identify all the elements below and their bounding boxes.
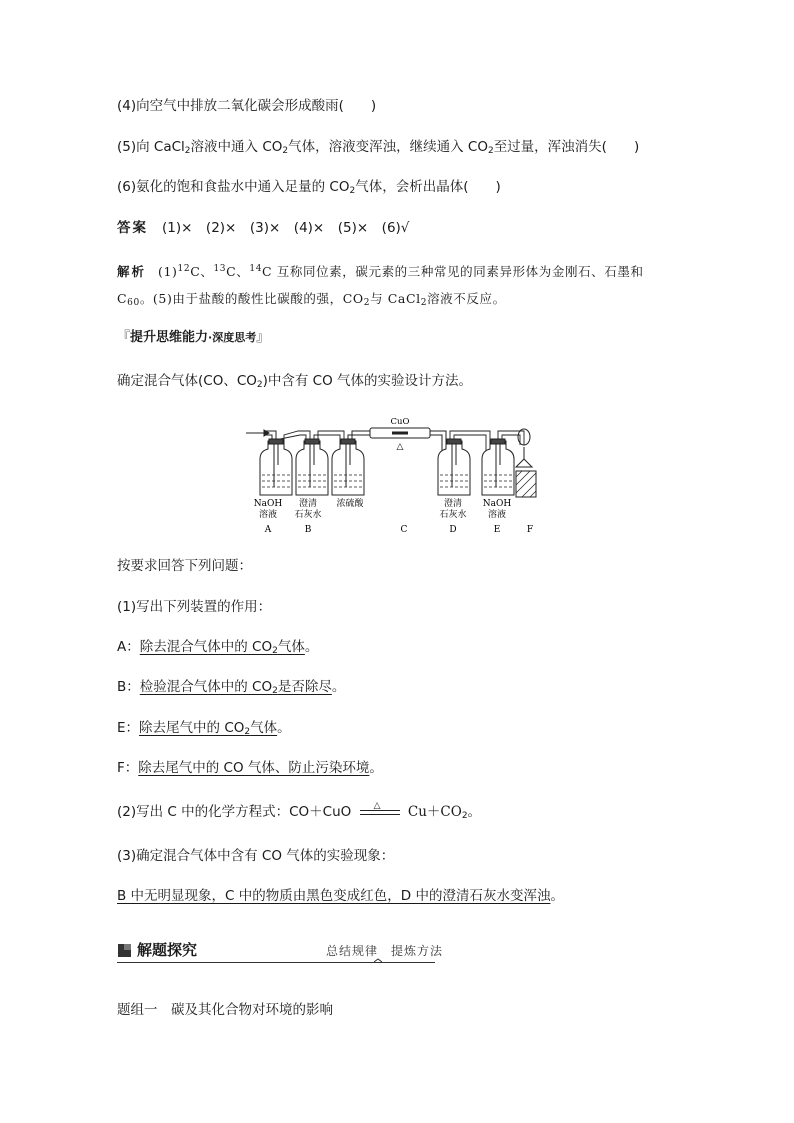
cuo-label: CuO	[390, 417, 410, 427]
question-2	[117, 802, 481, 822]
analysis-text: C	[117, 291, 128, 306]
apparatus-diagram	[240, 415, 550, 537]
answer-b	[117, 677, 345, 697]
bottle-a-reagent: NaOH	[253, 499, 283, 509]
subscript: 2	[256, 380, 263, 390]
bottle-e-reagent: NaOH	[482, 499, 512, 509]
period: 。	[369, 760, 383, 776]
q1-text: (1)写出下列装置的作用：	[117, 599, 272, 615]
section-bar-icon	[118, 944, 131, 957]
analysis-text: C、	[190, 264, 214, 279]
period: 。	[550, 888, 564, 904]
analysis-text: (1)	[158, 264, 178, 279]
section-subtitle: ·深度思考	[208, 331, 257, 344]
period: 。	[277, 720, 291, 736]
answer-f-label: F：	[117, 760, 139, 776]
analysis-text: C 互称同位素，碳元素的三种常见的同素异形体为金刚石、石墨和	[262, 264, 644, 279]
subscript: 2	[487, 146, 494, 156]
bottle-b-reagent: 石灰水	[294, 510, 322, 520]
analysis-text: 溶液不反应。	[427, 291, 506, 306]
label-c: C	[400, 525, 408, 535]
bottle-d-reagent: 石灰水	[439, 510, 467, 520]
label-f: F	[526, 525, 534, 535]
intro-text: )中含有 CO 气体的实验设计方法。	[262, 373, 473, 389]
answer-f	[117, 758, 383, 778]
bottle-acid-reagent: 浓硫酸	[336, 499, 364, 509]
analysis-label: 解析	[117, 264, 147, 279]
bracket-right: 』	[256, 330, 270, 345]
q3-text: (3)确定混合气体中含有 CO 气体的实验现象：	[117, 848, 395, 864]
answer-label: 答案	[117, 220, 148, 236]
answer-b-underlined	[140, 679, 332, 695]
subscript: 2	[349, 186, 356, 196]
subscript: 2	[282, 146, 289, 156]
q2-left: (2)写出 C 中的化学方程式：CO＋CuO	[117, 804, 352, 820]
divider-notch-icon	[374, 958, 382, 964]
subscript: 2	[420, 298, 428, 308]
subscript: 2	[363, 298, 371, 308]
label-b: B	[304, 525, 312, 535]
judge-item-4	[117, 96, 376, 116]
heat-condition: △	[373, 801, 381, 811]
judge-item-5	[117, 137, 639, 157]
question-3	[117, 846, 394, 866]
answer-a-label: A：	[117, 639, 140, 655]
subscript: 60	[127, 298, 140, 308]
answer-a-text: 除去混合气体中的 CO	[139, 639, 273, 655]
equation-arrow	[360, 801, 400, 819]
question-group-title	[117, 1000, 333, 1020]
q2-right: Cu＋CO	[407, 804, 462, 820]
answer-a-underlined	[140, 639, 305, 655]
question-1	[117, 597, 271, 617]
period: 。	[331, 679, 346, 695]
answer-b-text: 是否除尽	[277, 679, 332, 695]
prompt-text: 按要求回答下列问题：	[117, 558, 252, 574]
q3-answer-text: B 中无明显现象，C 中的物质由黑色变成红色，D 中的澄清石灰水变浑浊	[117, 888, 551, 904]
judge-item-5-part: (5)向 CaCl	[117, 139, 185, 155]
period: 。	[304, 639, 319, 655]
section-heading	[117, 329, 269, 347]
bottle-a-reagent: 溶液	[258, 510, 278, 520]
mass-number: 14	[249, 264, 263, 274]
answer-a	[117, 637, 318, 657]
question-3-answer	[117, 886, 564, 906]
analysis-text: 与 CaCl	[370, 291, 421, 306]
answer-e-label: E：	[117, 720, 140, 736]
analysis-text: C、	[226, 264, 250, 279]
answer-e	[117, 718, 291, 738]
section-title: 提升思维能力	[130, 330, 209, 345]
judge-item-6-part: (6)氨化的饱和食盐水中通入足量的 CO	[117, 179, 350, 195]
subscript: 2	[184, 146, 191, 156]
answer-e-text: 除去尾气中的 CO	[139, 720, 245, 736]
section-bar-divider	[117, 962, 435, 963]
subscript: 2	[244, 727, 251, 737]
bottle-e-reagent: 溶液	[487, 510, 507, 520]
bottle-b-reagent: 澄清	[298, 499, 318, 509]
answer-b-label: B：	[117, 679, 140, 695]
mass-number: 13	[213, 264, 227, 274]
group-title-text: 题组一 碳及其化合物对环境的影响	[117, 1002, 333, 1018]
section-bar-title: 解题探究	[137, 941, 198, 959]
judge-item-4-text: (4)向空气中排放二氧化碳会形成酸雨( )	[117, 98, 377, 114]
judge-item-5-part: 至过量，浑浊消失( )	[493, 139, 640, 155]
subscript: 2	[272, 646, 278, 656]
answer-a-text: 气体	[277, 639, 305, 655]
answer-e-underlined	[139, 720, 277, 736]
section-bar-subtitle: 总结规律 提炼方法	[326, 944, 444, 958]
judge-item-5-part: 溶液中通入 CO	[190, 139, 283, 155]
bracket-left: 『	[117, 330, 131, 345]
period: 。	[467, 804, 482, 820]
answer-f-text: 除去尾气中的 CO 气体、防止污染环境	[138, 760, 370, 776]
answer-e-text: 气体	[250, 720, 278, 736]
intro-text: 确定混合气体(CO、CO	[117, 373, 257, 389]
question-intro	[117, 371, 472, 391]
judge-item-6	[117, 177, 501, 197]
mass-number: 12	[177, 264, 191, 274]
subscript: 2	[272, 686, 278, 696]
analysis-paragraph	[117, 258, 677, 312]
label-a: A	[264, 525, 272, 535]
answer-text: (1)× (2)× (3)× (4)× (5)× (6)√	[162, 220, 410, 236]
heat-symbol: △	[396, 442, 404, 452]
answer-line	[117, 218, 409, 238]
subscript: 2	[461, 811, 468, 821]
label-d: D	[449, 525, 457, 535]
analysis-text: 。(5)由于盐酸的酸性比碳酸的强，CO	[139, 291, 364, 306]
judge-item-5-part: 气体，溶液变浑浊，继续通入 CO	[288, 139, 488, 155]
bottle-d-reagent: 澄清	[443, 499, 463, 509]
answer-b-text: 检验混合气体中的 CO	[139, 679, 273, 695]
question-prompt	[117, 556, 252, 576]
judge-item-6-part: 气体，会析出晶体( )	[355, 179, 501, 195]
label-e: E	[493, 525, 501, 535]
